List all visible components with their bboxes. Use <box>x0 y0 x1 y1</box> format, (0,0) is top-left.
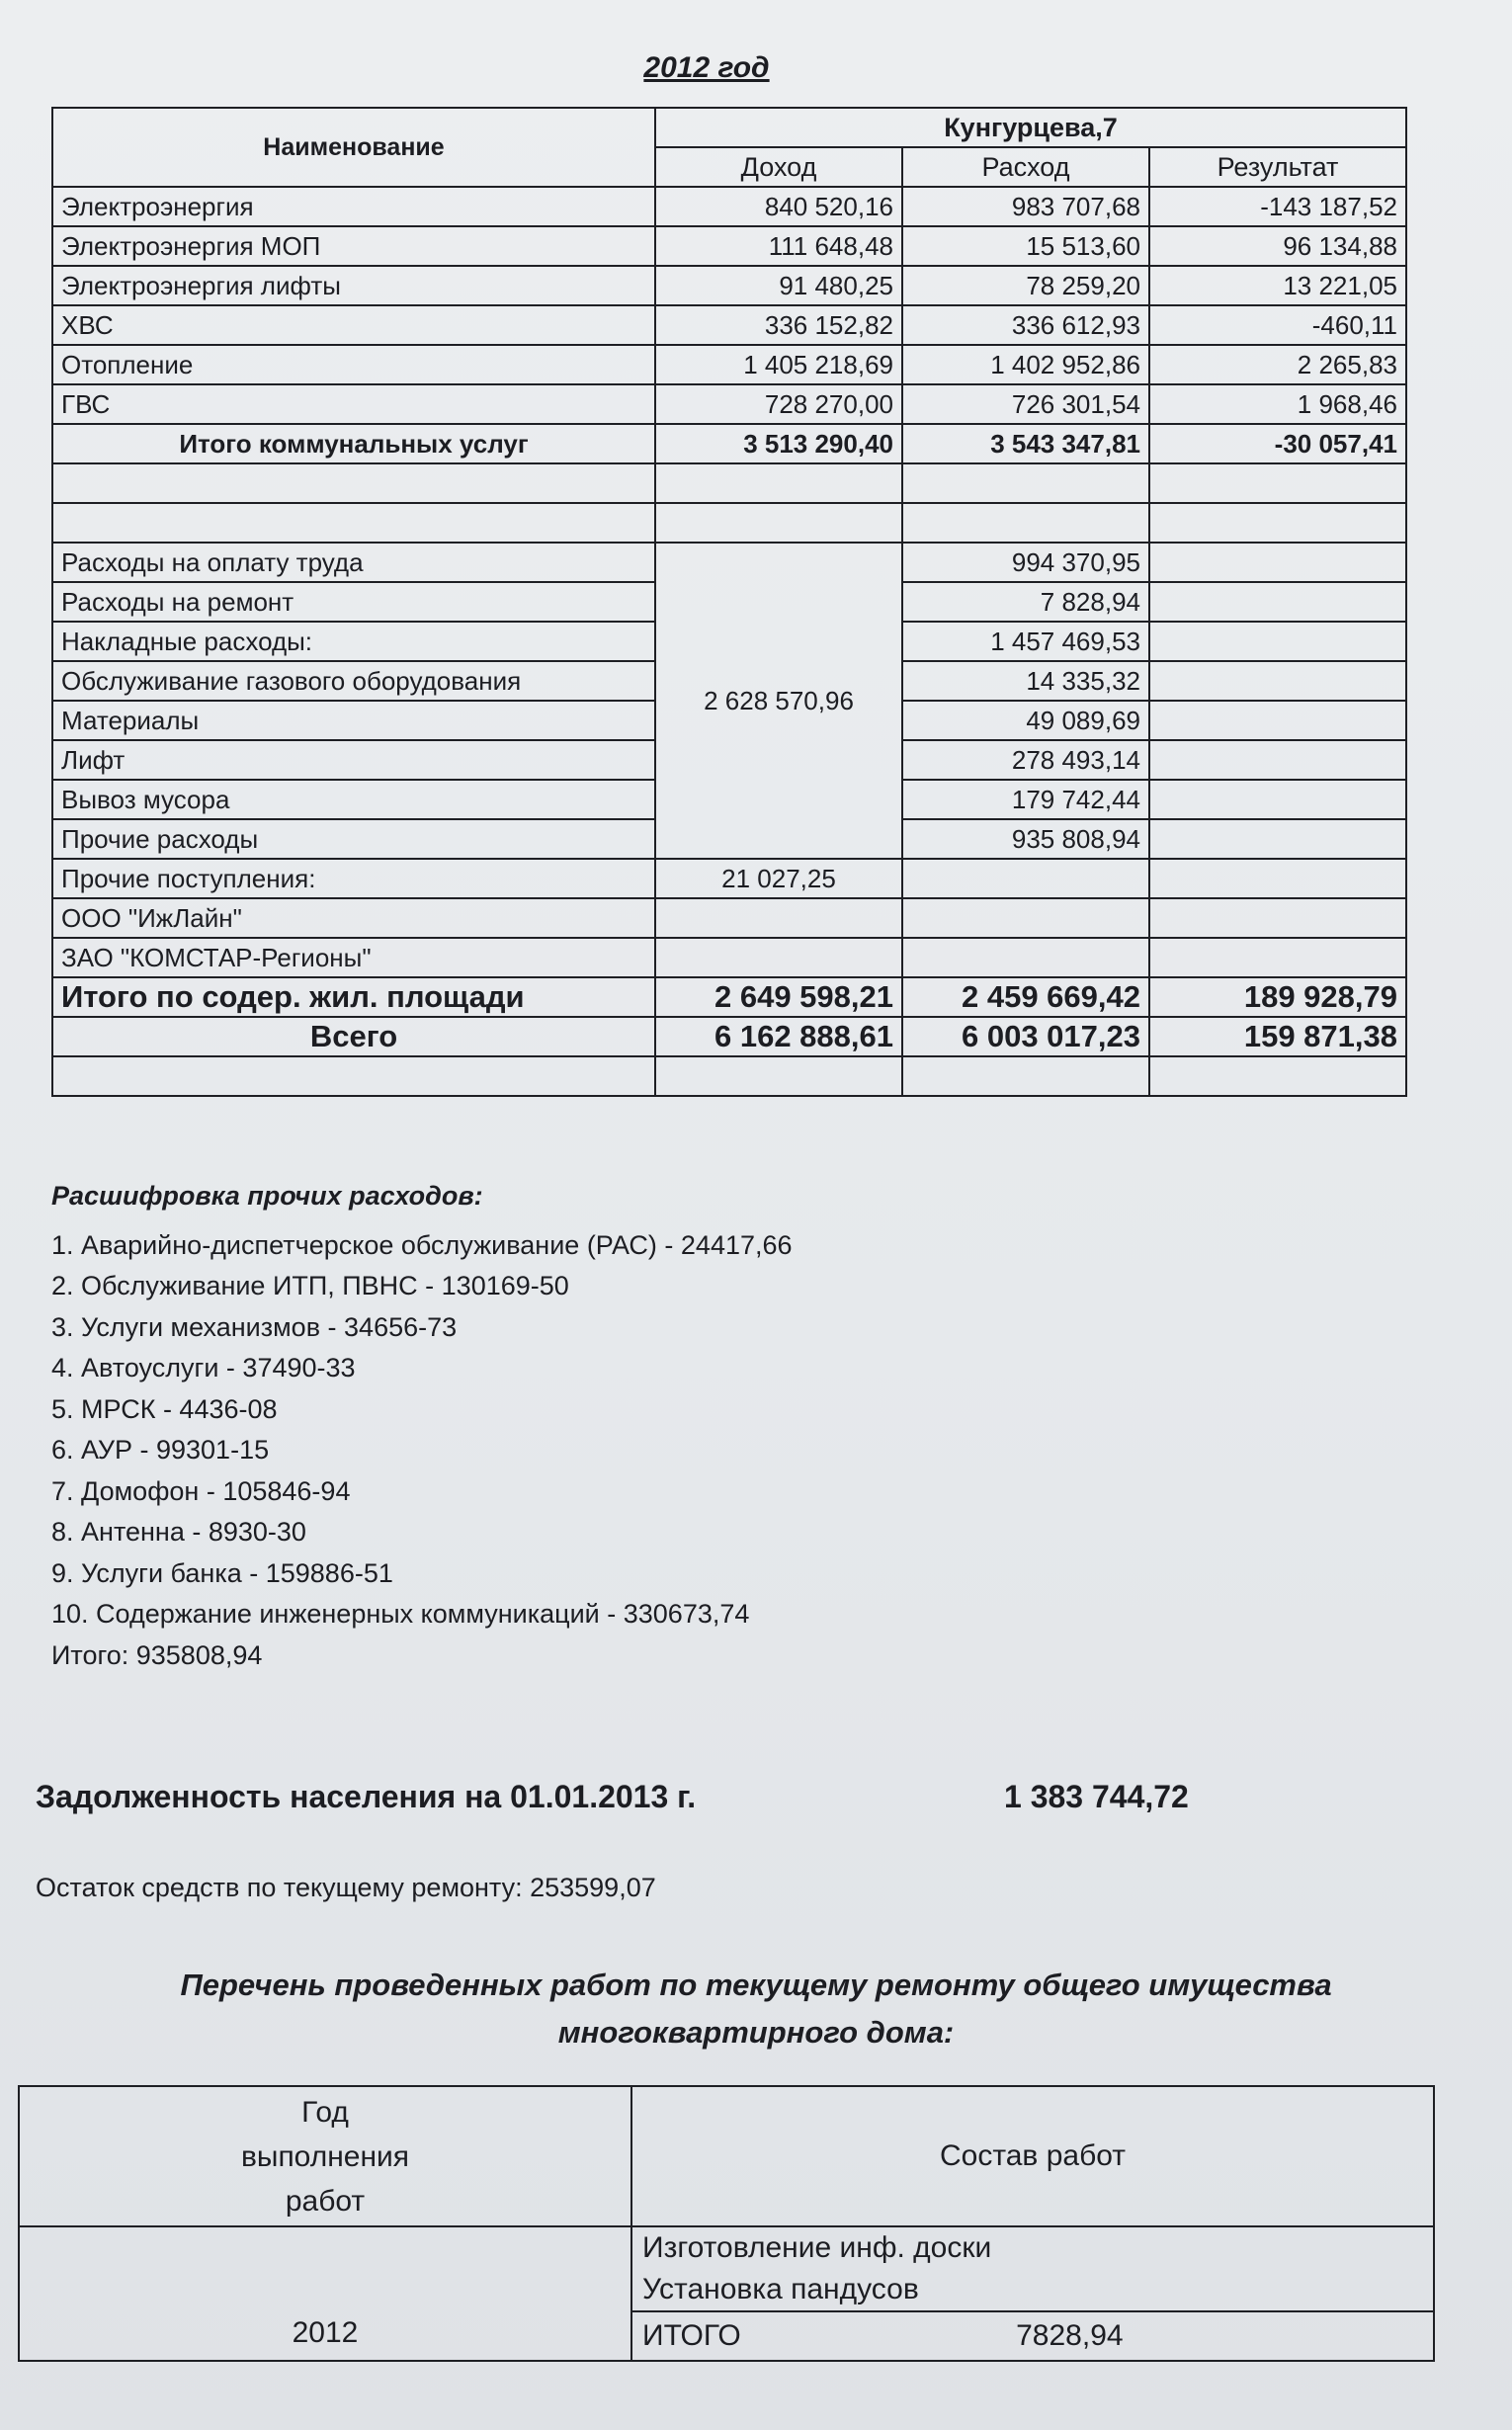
works-item: Изготовление инф. доски <box>631 2226 1434 2269</box>
row-income: 111 648,48 <box>655 226 902 266</box>
table-row <box>52 859 1406 898</box>
row-expense: 2 459 669,42 <box>902 977 1149 1017</box>
list-item: 1. Аварийно-диспетчерское обслуживание (РАС) - 24417,66 <box>51 1229 793 1260</box>
works-item: Установка пандусов <box>631 2269 1434 2311</box>
row-expense: 336 612,93 <box>902 305 1149 345</box>
row-name: Всего <box>52 1017 655 1056</box>
population-debt <box>36 1779 1261 1815</box>
page-title: 2012 год <box>643 51 770 84</box>
list-item: 2. Обслуживание ИТП, ПВНС - 130169-50 <box>51 1271 569 1300</box>
list-item: 5. МРСК - 4436-08 <box>51 1393 278 1424</box>
row-name: Итого по содер. жил. площади <box>52 977 655 1017</box>
works-title-line: многоквартирного дома: <box>557 2015 955 2050</box>
row-income: 3 513 290,40 <box>655 424 902 463</box>
list-item: 8. Антенна - 8930-30 <box>51 1517 306 1547</box>
row-expense: 3 543 347,81 <box>902 424 1149 463</box>
row-result: -30 057,41 <box>1149 424 1406 463</box>
works-table <box>18 2085 1435 2362</box>
table-row <box>52 226 1406 266</box>
maintenance-income: 2 628 570,96 <box>655 543 902 859</box>
row-name: Итого коммунальных услуг <box>52 424 655 463</box>
works-total-value: 7828,94 <box>1016 2319 1124 2352</box>
row-expense: 179 742,44 <box>902 780 1149 819</box>
row-expense: 14 335,32 <box>902 661 1149 701</box>
row-result: -460,11 <box>1149 305 1406 345</box>
works-total-label: ИТОГО <box>642 2319 741 2352</box>
row-expense: 15 513,60 <box>902 226 1149 266</box>
header-result: Результат <box>1149 147 1406 187</box>
list-item: 9. Услуги банка - 159886-51 <box>51 1557 393 1588</box>
row-name: Прочие поступления: <box>52 859 655 898</box>
row-name: Материалы <box>52 701 655 740</box>
row-expense: 49 089,69 <box>902 701 1149 740</box>
row-expense: 7 828,94 <box>902 582 1149 622</box>
row-result: 96 134,88 <box>1149 226 1406 266</box>
table-row <box>52 543 1406 582</box>
table-row <box>52 305 1406 345</box>
row-expense: 935 808,94 <box>902 819 1149 859</box>
financial-table <box>51 107 1407 1097</box>
header-year: Год выполнения работ <box>19 2086 631 2226</box>
header-address: Кунгурцева,7 <box>655 108 1406 147</box>
row-income: 728 270,00 <box>655 384 902 424</box>
row-name: Электроэнергия МОП <box>52 226 655 266</box>
debt-label: Задолженность населения на 01.01.2013 г. <box>36 1779 697 1814</box>
list-item: 7. Домофон - 105846-94 <box>51 1475 351 1506</box>
row-result: 13 221,05 <box>1149 266 1406 305</box>
row-expense: 994 370,95 <box>902 543 1149 582</box>
table-row <box>52 938 1406 977</box>
works-header-row <box>19 2086 1434 2226</box>
list-item: 10. Содержание инженерных коммуникаций - 330673,74 <box>51 1599 750 1629</box>
row-name: ЗАО "КОМСТАР-Регионы" <box>52 938 655 977</box>
row-name: Накладные расходы: <box>52 622 655 661</box>
works-title <box>0 1962 1512 2056</box>
table-row-empty <box>52 503 1406 543</box>
row-name: Обслуживание газового оборудования <box>52 661 655 701</box>
row-result: -143 187,52 <box>1149 187 1406 226</box>
header-expense: Расход <box>902 147 1149 187</box>
repair-balance: Остаток средств по текущему ремонту: 253599,07 <box>36 1873 656 1902</box>
row-name: Электроэнергия лифты <box>52 266 655 305</box>
row-name: Отопление <box>52 345 655 384</box>
row-name: Вывоз мусора <box>52 780 655 819</box>
works-total <box>631 2311 1434 2361</box>
header-income: Доход <box>655 147 902 187</box>
table-header-row <box>52 108 1406 147</box>
table-row <box>52 898 1406 938</box>
row-name: Электроэнергия <box>52 187 655 226</box>
row-name: Расходы на ремонт <box>52 582 655 622</box>
row-income: 336 152,82 <box>655 305 902 345</box>
works-year: 2012 <box>19 2226 631 2361</box>
row-expense: 278 493,14 <box>902 740 1149 780</box>
row-result: 2 265,83 <box>1149 345 1406 384</box>
row-expense: 1 402 952,86 <box>902 345 1149 384</box>
list-item: 3. Услуги механизмов - 34656-73 <box>51 1311 458 1342</box>
breakdown-total: Итого: 935808,94 <box>51 1639 263 1670</box>
header-composition: Состав работ <box>631 2086 1434 2226</box>
row-income: 840 520,16 <box>655 187 902 226</box>
row-name: ООО "ИжЛайн" <box>52 898 655 938</box>
row-income: 1 405 218,69 <box>655 345 902 384</box>
row-expense: 1 457 469,53 <box>902 622 1149 661</box>
maintenance-total-row <box>52 977 1406 1017</box>
row-name: Расходы на оплату труда <box>52 543 655 582</box>
other-expenses-breakdown <box>51 1176 793 1676</box>
table-row <box>19 2226 1434 2269</box>
grand-total-row <box>52 1017 1406 1056</box>
table-row <box>52 266 1406 305</box>
row-name: ГВС <box>52 384 655 424</box>
row-expense: 78 259,20 <box>902 266 1149 305</box>
row-expense: 6 003 017,23 <box>902 1017 1149 1056</box>
table-row <box>52 345 1406 384</box>
row-expense: 983 707,68 <box>902 187 1149 226</box>
table-row-empty <box>52 1056 1406 1096</box>
row-result: 159 871,38 <box>1149 1017 1406 1056</box>
row-income: 6 162 888,61 <box>655 1017 902 1056</box>
utilities-total-row <box>52 424 1406 463</box>
row-expense: 726 301,54 <box>902 384 1149 424</box>
works-title-line: Перечень проведенных работ по текущему ремонту общего имущества <box>180 1968 1332 2002</box>
row-result: 189 928,79 <box>1149 977 1406 1017</box>
breakdown-title: Расшифровка прочих расходов: <box>51 1181 483 1211</box>
row-result: 1 968,46 <box>1149 384 1406 424</box>
row-name: ХВС <box>52 305 655 345</box>
row-income: 2 649 598,21 <box>655 977 902 1017</box>
table-row <box>52 187 1406 226</box>
list-item: 4. Автоуслуги - 37490-33 <box>51 1353 356 1383</box>
row-income: 21 027,25 <box>655 859 902 898</box>
row-name: Прочие расходы <box>52 819 655 859</box>
table-row <box>52 384 1406 424</box>
row-name: Лифт <box>52 740 655 780</box>
list-item: 6. АУР - 99301-15 <box>51 1435 270 1465</box>
debt-value: 1 383 744,72 <box>1004 1779 1189 1814</box>
table-row-empty <box>52 463 1406 503</box>
row-income: 91 480,25 <box>655 266 902 305</box>
header-name: Наименование <box>52 108 655 187</box>
